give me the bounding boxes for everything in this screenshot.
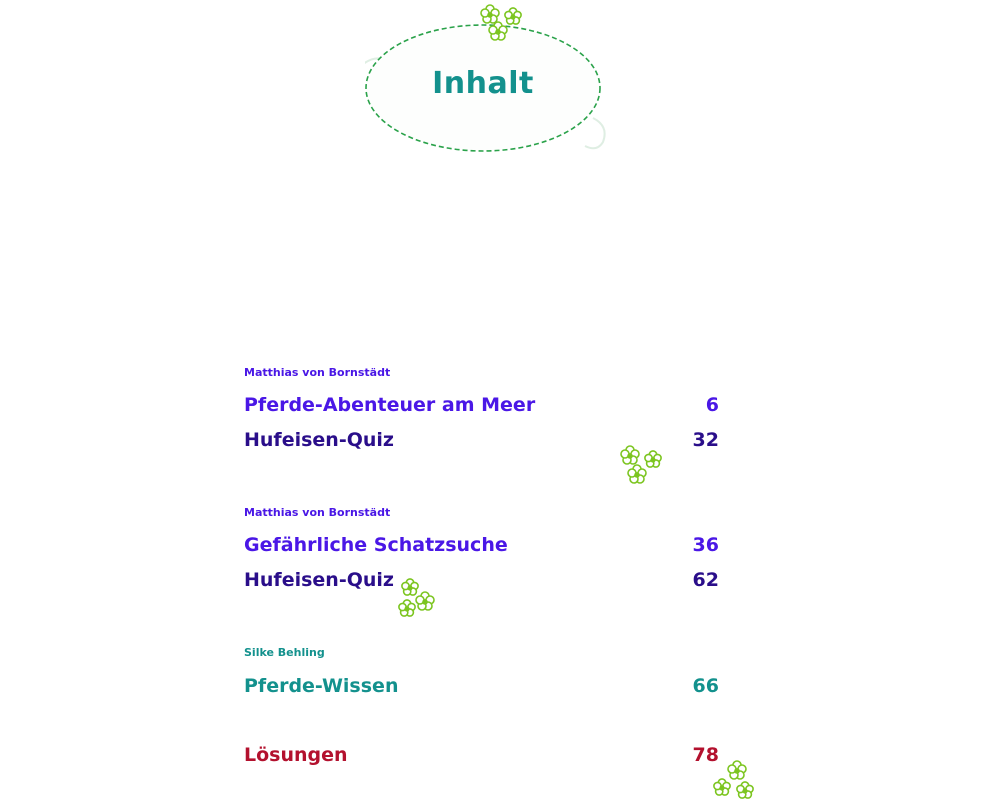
toc-entry-page: 78 [692,744,719,766]
toc-entry-title[interactable]: Hufeisen-Quiz [244,429,394,451]
toc-entry-title[interactable]: Lösungen [244,744,348,766]
toc-entry-title[interactable]: Pferde-Wissen [244,675,399,697]
toc-entry-page: 62 [692,569,719,591]
section-author: Matthias von Bornstädt [244,506,391,519]
section-author: Matthias von Bornstädt [244,366,391,379]
page-title: Inhalt [432,66,534,101]
toc-entry-title[interactable]: Pferde-Abenteuer am Meer [244,394,536,416]
toc-entry-page: 66 [692,675,719,697]
toc-entry-page: 6 [705,394,719,416]
toc-entry-page: 36 [692,534,719,556]
toc-entry-title[interactable]: Hufeisen-Quiz [244,569,394,591]
toc-entry-title[interactable]: Gefährliche Schatzsuche [244,534,508,556]
section-author: Silke Behling [244,646,325,659]
toc-entry-page: 32 [692,429,719,451]
